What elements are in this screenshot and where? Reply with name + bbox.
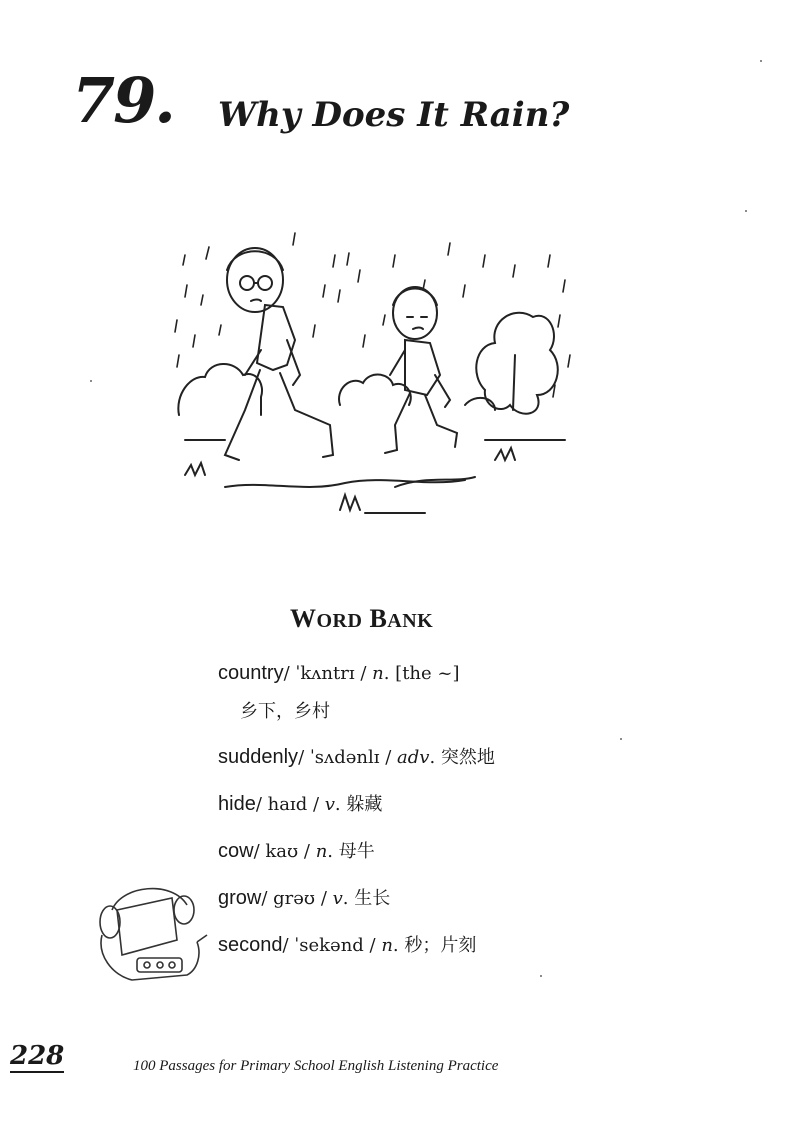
rain-walk-illustration [165, 225, 585, 525]
tall-walking-figure [225, 248, 333, 460]
word-entry-suddenly: suddenly/ ˈsʌdənlɪ / adv. 突然地 [218, 746, 495, 768]
page-number: 228 [10, 1041, 65, 1071]
scan-speck [620, 738, 622, 740]
cassette-player-icon [92, 880, 212, 990]
word-entry-cow: cow/ kaʊ / n. 母牛 [218, 840, 375, 862]
tree-right [476, 313, 557, 414]
small-walking-figure [385, 287, 457, 453]
word-entry-second: second/ ˈsekənd / n. 秒；片刻 [218, 934, 477, 956]
book-title-footer: 100 Passages for Primary School English Listening Practice [133, 1058, 499, 1074]
word-bank-heading: WORD BANK [290, 604, 434, 633]
lesson-number: 79. [72, 64, 174, 137]
word-meaning-country: 乡下，乡村 [240, 701, 330, 722]
scan-speck [760, 60, 762, 62]
scan-speck [90, 380, 92, 382]
word-entry-grow: grow/ grəʊ / v. 生长 [218, 887, 391, 909]
scan-speck [540, 975, 542, 977]
lesson-title: Why Does It Rain? [218, 95, 570, 135]
scan-speck [745, 210, 747, 212]
word-entry-country: country/ ˈkʌntrɪ / n. [the ~] [218, 662, 460, 684]
bush-middle [339, 375, 411, 405]
word-entry-hide: hide/ haɪd / v. 躲藏 [218, 793, 383, 815]
bush-left [178, 364, 262, 415]
